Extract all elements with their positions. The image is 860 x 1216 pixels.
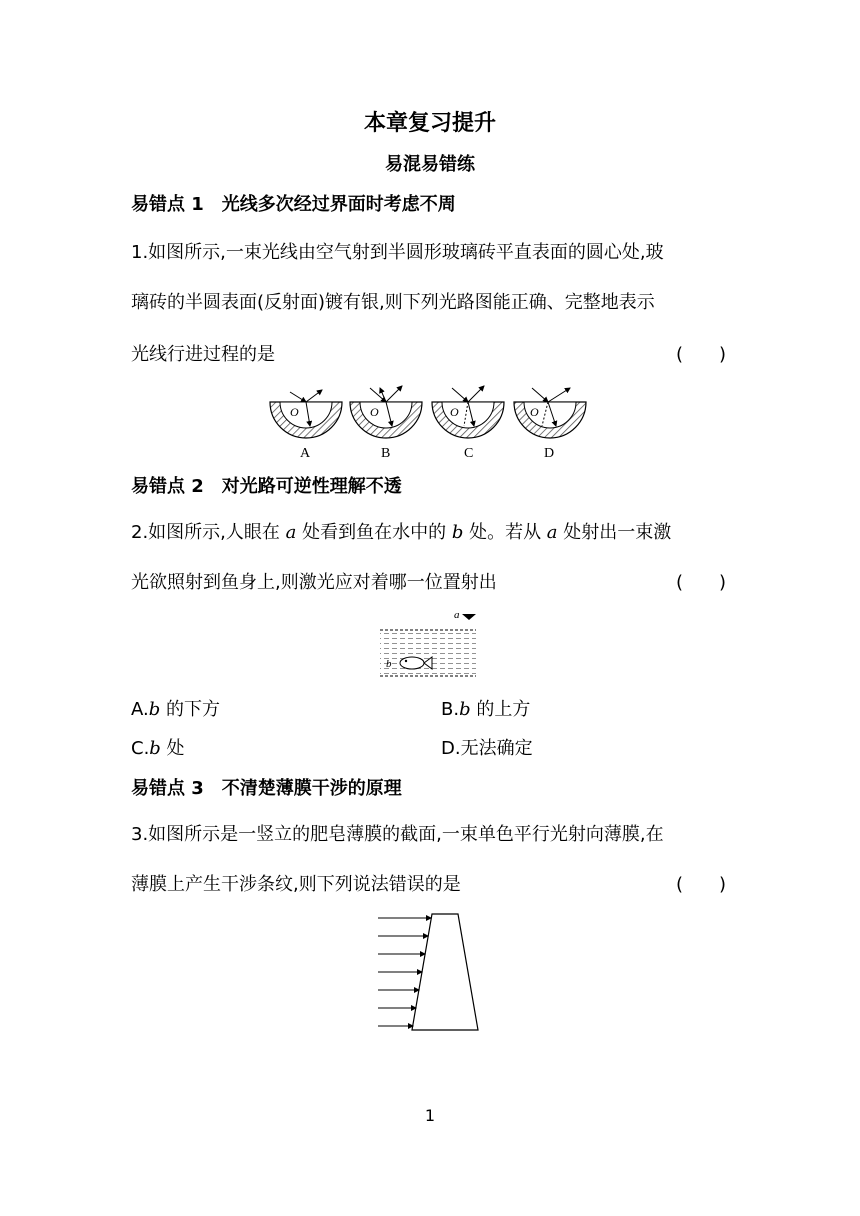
option-c-diagram: [432, 386, 504, 461]
eye-position-a-label: a: [454, 609, 460, 621]
error-point-3-heading: 易错点 3 不清楚薄膜干涉的原理: [131, 778, 402, 799]
question-1-line-1: 1.如图所示,一束光线由空气射到半圆形玻璃砖平直表面的圆心处,玻: [131, 242, 664, 263]
eye-icon: [462, 614, 476, 620]
option-c-label: C: [464, 446, 474, 461]
question-1-line-2: 璃砖的半圆表面(反射面)镀有银,则下列光路图能正确、完整地表示: [131, 292, 655, 313]
question-2-line-1: 2.如图所示,人眼在 a 处看到鱼在水中的 b 处。若从 a 处射出一束激: [131, 522, 672, 543]
option-b-diagram: [350, 386, 422, 461]
fish-position-b-label: b: [386, 658, 392, 670]
section-subtitle: 易混易错练: [385, 154, 475, 175]
question-3-answer-blank: ( ): [676, 874, 727, 895]
question-3-line-2: 薄膜上产生干涉条纹,则下列说法错误的是: [131, 874, 461, 895]
svg-text:O: O: [530, 405, 539, 419]
option-b-label: B: [381, 446, 391, 461]
question-1-figure: [260, 382, 600, 462]
option-a-diagram: [270, 390, 342, 461]
question-3-line-1: 3.如图所示是一竖立的肥皂薄膜的截面,一束单色平行光射向薄膜,在: [131, 824, 664, 845]
question-2-figure: [376, 606, 480, 680]
question-2-option-a[interactable]: A.b 的下方: [131, 699, 220, 720]
option-a-label: A: [300, 446, 311, 461]
question-1-line-3: 光线行进过程的是: [131, 344, 275, 365]
question-1-answer-blank: ( ): [676, 344, 727, 365]
question-2-option-c[interactable]: C.b 处: [131, 738, 185, 759]
option-d-label: D: [544, 446, 555, 461]
question-2-option-d[interactable]: D.无法确定: [441, 738, 533, 759]
svg-text:O: O: [450, 405, 459, 419]
page-title: 本章复习提升: [363, 111, 496, 136]
question-2-option-b[interactable]: B.b 的上方: [441, 699, 531, 720]
question-2-line-2: 光欲照射到鱼身上,则激光应对着哪一位置射出: [131, 572, 497, 593]
option-d-diagram: [514, 388, 586, 461]
svg-text:O: O: [370, 405, 379, 419]
center-o-label: O: [290, 405, 299, 419]
error-point-2-heading: 易错点 2 对光路可逆性理解不透: [131, 476, 402, 497]
question-2-answer-blank: ( ): [676, 572, 727, 593]
error-point-1-heading: 易错点 1 光线多次经过界面时考虑不周: [131, 194, 456, 215]
page-number: 1: [424, 1106, 436, 1125]
question-3-soap-film-figure: [374, 908, 486, 1036]
